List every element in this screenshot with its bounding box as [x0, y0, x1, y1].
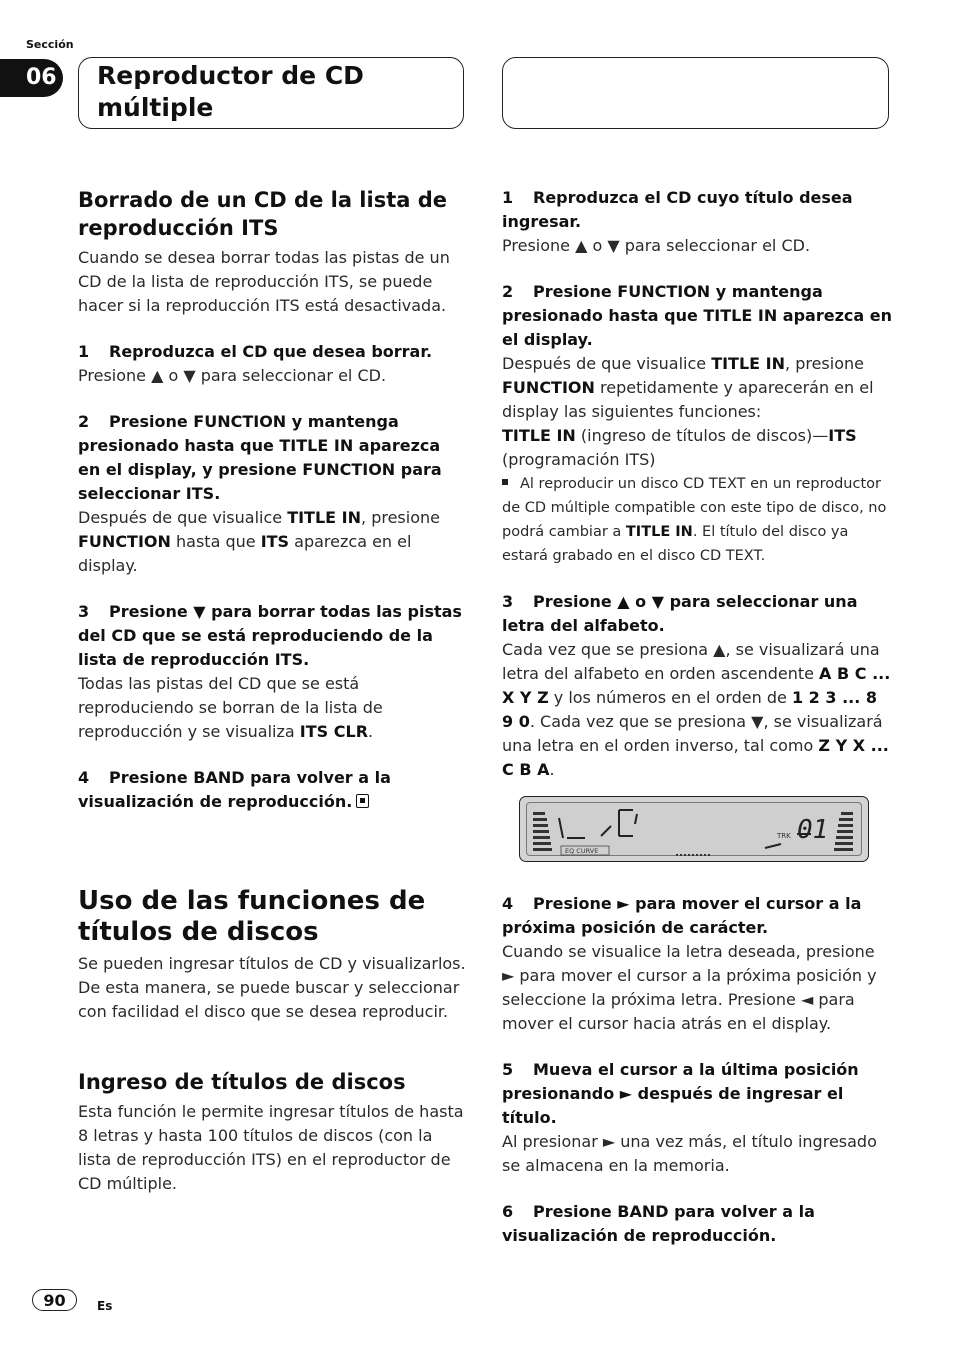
section-label: Sección: [26, 38, 74, 51]
intro-text: Cuando se desea borrar todas las pistas de un CD de la lista de reproducción ITS, se puede hacer si la reproducción ITS está desactivada.: [78, 248, 450, 315]
step-1: 1 Reproduzca el CD cuyo título desea ingresar.: [502, 188, 853, 231]
svg-text:TRK: TRK: [777, 832, 791, 840]
heading-ingreso: Ingreso de títulos de discos: [78, 1070, 406, 1094]
svg-text:01: 01: [797, 815, 829, 845]
uso-text: Se pueden ingresar títulos de CD y visualizarlos. De esta manera, se puede buscar y seleccionar con facilidad el disco que se desea reproducir.: [78, 954, 466, 1021]
page-title: Reproductor de CD múltiple: [97, 61, 364, 122]
step-1: 1 Reproduzca el CD que desea borrar.: [78, 342, 433, 361]
ingreso-text: Esta función le permite ingresar títulos de hasta 8 letras y hasta 100 títulos de discos (con la lista de reproducción ITS) en el reproductor de CD múltiple.: [78, 1102, 464, 1193]
note: Al reproducir un disco CD TEXT en un reproductor de CD múltiple compatible con este tipo de disco, no podrá cambiar a TITLE IN. El título del disco ya estará grabado en el disco CD TEXT.: [502, 476, 887, 564]
step-2-text: Después de que visualice TITLE IN, presione FUNCTION hasta que ITS aparezca en el display.: [78, 508, 440, 575]
heading-uso: Uso de las funciones de títulos de discos: [78, 886, 426, 947]
step-5: 5 Mueva el cursor a la última posición presionando ► después de ingresar el título.: [502, 1060, 859, 1127]
lcd-display-illustration: [519, 796, 869, 862]
page-number: 90: [32, 1289, 77, 1311]
step-2-text: Después de que visualice TITLE IN, presione FUNCTION repetidamente y aparecerán en el display las siguientes funciones: TITLE IN (ingreso de títulos de discos)—ITS (programación ITS): [502, 354, 874, 469]
svg-text:EQ CURVE: EQ CURVE: [565, 847, 599, 855]
heading-borrado: Borrado de un CD de la lista de reproducción ITS: [78, 188, 447, 240]
language-code: Es: [97, 1299, 113, 1313]
left-column: [78, 186, 466, 1196]
step-3-text: Cada vez que se presiona ▲, se visualizará una letra del alfabeto en orden ascendente A B C ... X Y Z y los números en el orden de 1 2 3 ... 8 9 0. Cada vez que se presiona ▼, se visualizará una letra en el orden inverso, tal como Z Y X ... C B A.: [502, 640, 891, 779]
step-3: 3 Presione ▼ para borrar todas las pistas del CD que se está reproduciendo de la lista de reproducción ITS.: [78, 602, 462, 669]
end-mark-icon: [356, 794, 369, 808]
right-column: [502, 186, 892, 1248]
step-4: 4 Presione ► para mover el cursor a la próxima posición de carácter.: [502, 894, 862, 937]
step-4-text: Cuando se visualice la letra deseada, presione ► para mover el cursor a la próxima posición y seleccione la próxima letra. Presione ◄ para mover el cursor hacia atrás en el display.: [502, 942, 877, 1033]
step-2: 2 Presione FUNCTION y mantenga presionado hasta que TITLE IN aparezca en el display, y presione FUNCTION para seleccionar ITS.: [78, 412, 442, 503]
step-3-text: Todas las pistas del CD que se está reproduciendo se borran de la lista de reproducción y se visualiza ITS CLR.: [78, 674, 383, 741]
step-1-text: Presione ▲ o ▼ para seleccionar el CD.: [78, 366, 387, 385]
step-1-text: Presione ▲ o ▼ para seleccionar el CD.: [502, 236, 811, 255]
lcd-segments-icon: [519, 796, 869, 862]
step-3: 3 Presione ▲ o ▼ para seleccionar una letra del alfabeto.: [502, 592, 858, 635]
header-empty-box: [502, 57, 889, 129]
step-4: 4 Presione BAND para volver a la visualización de reproducción.: [78, 768, 391, 811]
step-6: 6 Presione BAND para volver a la visualización de reproducción.: [502, 1202, 815, 1245]
note-bullet-icon: [502, 479, 508, 485]
section-number-badge: 06: [0, 59, 63, 97]
step-5-text: Al presionar ► una vez más, el título ingresado se almacena en la memoria.: [502, 1132, 877, 1175]
step-2: 2 Presione FUNCTION y mantenga presionado hasta que TITLE IN aparezca en el display.: [502, 282, 892, 349]
